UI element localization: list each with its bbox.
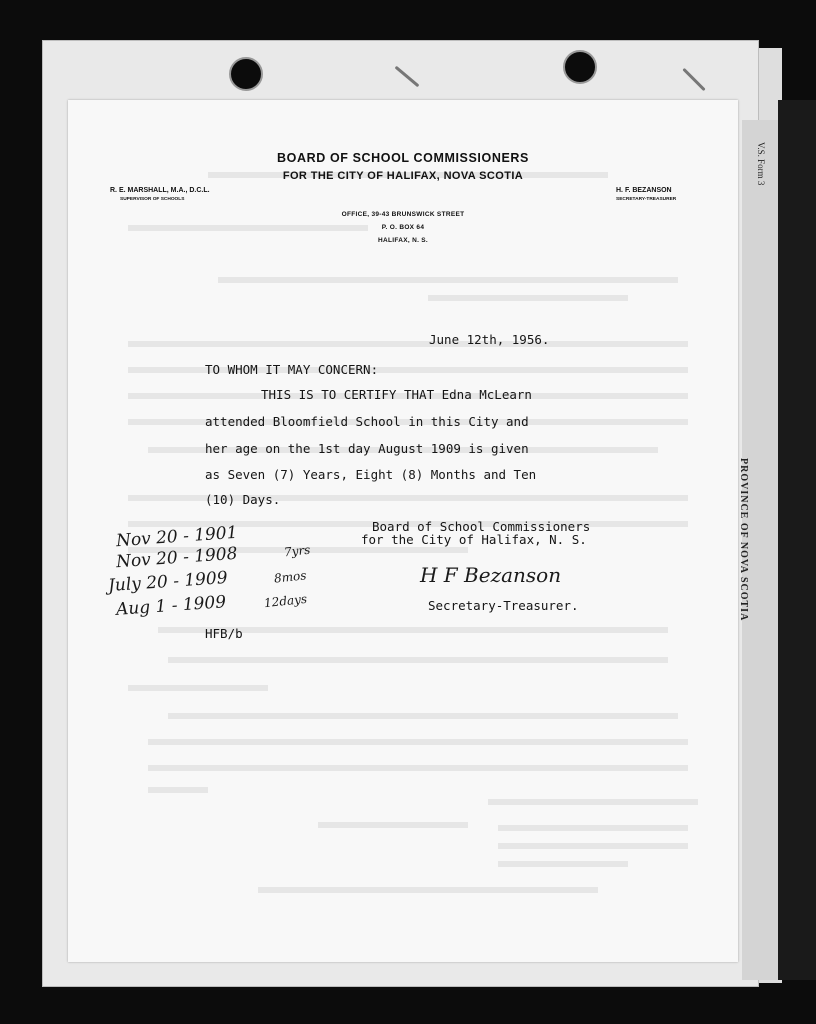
office-address: OFFICE, 39-43 BRUNSWICK STREET — [341, 211, 465, 218]
signer-title: Secretary-Treasurer. — [428, 598, 579, 613]
closing-line: Board of School Commissioners — [372, 519, 591, 534]
body-line: (10) Days. — [205, 492, 281, 507]
certificate-letter — [68, 100, 738, 962]
folder-edge — [778, 100, 816, 980]
letterhead-org-name: BOARD OF SCHOOL COMMISSIONERS — [277, 151, 529, 165]
handwritten-date: Nov 20 - 1901 — [115, 522, 239, 552]
body-line: as Seven (7) Years, Eight (8) Months and Ten — [205, 467, 537, 482]
supervisor-title: SUPERVISOR OF SCHOOLS — [120, 197, 185, 202]
handwritten-date: July 20 - 1909 — [107, 567, 229, 597]
handwritten-signature: H F Bezanson — [420, 563, 562, 587]
secretary-name: H. F. BEZANSON — [616, 187, 672, 194]
handwritten-date: Nov 20 - 1908 — [115, 543, 239, 573]
secretary-title: SECRETARY-TREASURER — [616, 197, 677, 202]
province-vertical-label: PROVINCE OF NOVA SCOTIA — [738, 458, 749, 622]
salutation: TO WHOM IT MAY CONCERN: — [205, 362, 379, 377]
letterhead-org-city: FOR THE CITY OF HALIFAX, NOVA SCOTIA — [282, 170, 524, 182]
body-line: THIS IS TO CERTIFY THAT Edna McLearn — [261, 387, 532, 402]
closing-line: for the City of Halifax, N. S. — [361, 532, 587, 547]
handwritten-date: Aug 1 - 1909 — [115, 592, 227, 620]
body-line: attended Bloomfield School in this City and — [205, 414, 529, 429]
punch-hole-left — [229, 57, 263, 91]
letter-date: June 12th, 1956. — [429, 332, 550, 347]
handwritten-note: 12days — [263, 591, 308, 611]
supervisor-name: R. E. MARSHALL, M.A., D.C.L. — [110, 187, 210, 194]
handwritten-note: 8mos — [273, 568, 308, 586]
typist-initials: HFB/b — [205, 626, 243, 641]
po-box: P. O. BOX 64 — [381, 224, 425, 231]
form-label: V.S. Form 3 — [756, 142, 766, 186]
punch-hole-right — [563, 50, 597, 84]
handwritten-note: 7yrs — [283, 542, 311, 560]
body-line: her age on the 1st day August 1909 is given — [205, 441, 529, 456]
letterhead-city: HALIFAX, N. S. — [377, 237, 429, 244]
